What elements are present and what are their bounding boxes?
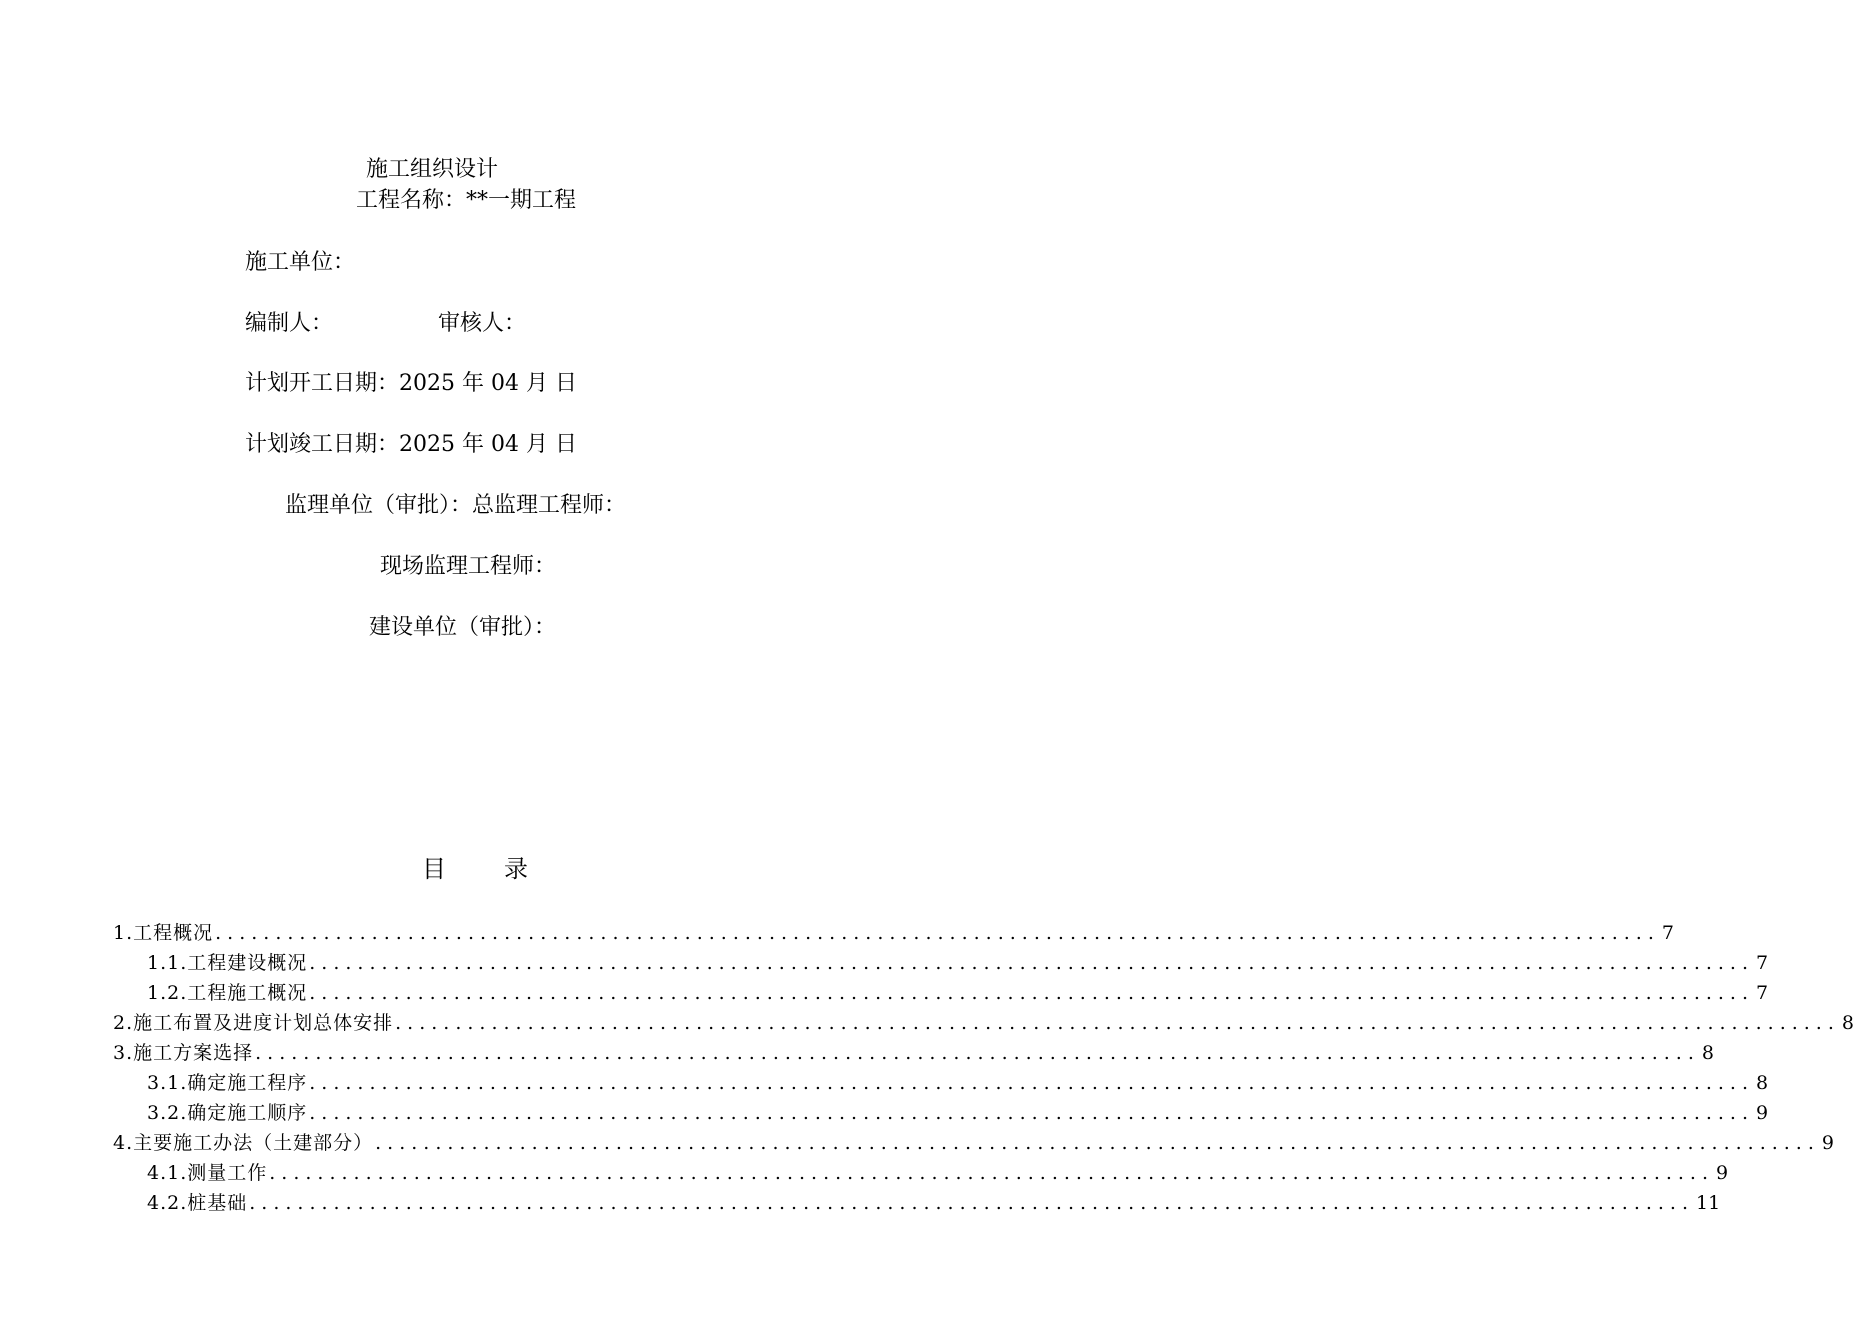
contractor-field: 施工单位： (245, 250, 356, 275)
planned-start-date: 计划开工日期：2025 年 04 月 日 (245, 371, 577, 396)
toc-title-left: 目 (422, 855, 446, 883)
toc-item-page: 11 (1696, 1192, 1721, 1214)
toc-title-right: 录 (504, 855, 528, 883)
toc-leader-dots: ........................................................................................................................ (309, 1072, 1755, 1094)
planned-finish-date: 计划竣工日期：2025 年 04 月 日 (245, 432, 577, 457)
toc-item-page: 8 (1701, 1042, 1714, 1064)
toc-item-page: 9 (1716, 1162, 1729, 1184)
toc-leader-dots: ........................................................................................................................ (309, 1102, 1755, 1124)
toc-leader-dots: ........................................................................................................................ (269, 1162, 1715, 1184)
toc-leader-dots: ........................................................................................................................ (255, 1042, 1700, 1064)
toc-item-page: 9 (1756, 1102, 1769, 1124)
toc-item-text: 1.工程概况 (113, 922, 214, 944)
project-name: 工程名称：**一期工程 (356, 188, 577, 213)
owner-approval: 建设单位（审批）： (369, 615, 557, 640)
site-engineer-field: 现场监理工程师： (380, 554, 557, 579)
toc-title (0, 855, 950, 883)
toc-item[interactable] (113, 948, 1769, 978)
toc-item-text: 1.2.工程施工概况 (147, 982, 308, 1004)
reviewer-field: 审核人： (438, 311, 527, 336)
toc-item[interactable] (113, 1158, 1729, 1188)
toc-item-text: 4.2.桩基础 (147, 1192, 248, 1214)
toc-item-page: 8 (1756, 1072, 1769, 1094)
toc-item[interactable] (113, 1038, 1714, 1068)
toc-item-page: 7 (1756, 982, 1769, 1004)
toc-item[interactable] (113, 978, 1769, 1008)
toc-leader-dots: ........................................................................................................................ (309, 982, 1755, 1004)
toc-item-text: 3.1.确定施工程序 (147, 1072, 308, 1094)
toc-leader-dots: ........................................................................................................................ (215, 922, 1660, 944)
table-of-contents (113, 918, 1854, 1218)
toc-item[interactable] (113, 1068, 1769, 1098)
toc-item[interactable] (113, 1098, 1769, 1128)
toc-leader-dots: ........................................................................................................................ (249, 1192, 1695, 1214)
toc-leader-dots: ........................................................................................................................ (395, 1012, 1840, 1034)
toc-item[interactable] (113, 918, 1674, 948)
toc-item-text: 4.主要施工办法（土建部分） (113, 1132, 374, 1154)
toc-item-page: 7 (1661, 922, 1674, 944)
supervision-approval: 监理单位（审批）：总监理工程师： (285, 493, 627, 518)
toc-item[interactable] (113, 1008, 1854, 1038)
toc-item-text: 1.1.工程建设概况 (147, 952, 308, 974)
compiler-field: 编制人： (245, 311, 334, 336)
toc-leader-dots: ........................................................................................................................ (309, 952, 1755, 974)
toc-item-page: 9 (1821, 1132, 1834, 1154)
toc-item-text: 2.施工布置及进度计划总体安排 (113, 1012, 394, 1034)
toc-item-page: 7 (1756, 952, 1769, 974)
toc-item[interactable] (113, 1128, 1834, 1158)
toc-item-text: 3.2.确定施工顺序 (147, 1102, 308, 1124)
toc-item-page: 8 (1841, 1012, 1854, 1034)
document-title: 施工组织设计 (366, 157, 499, 182)
toc-item[interactable] (113, 1188, 1721, 1218)
toc-item-text: 3.施工方案选择 (113, 1042, 254, 1064)
toc-item-text: 4.1.测量工作 (147, 1162, 268, 1184)
toc-leader-dots: ........................................................................................................................ (375, 1132, 1820, 1154)
